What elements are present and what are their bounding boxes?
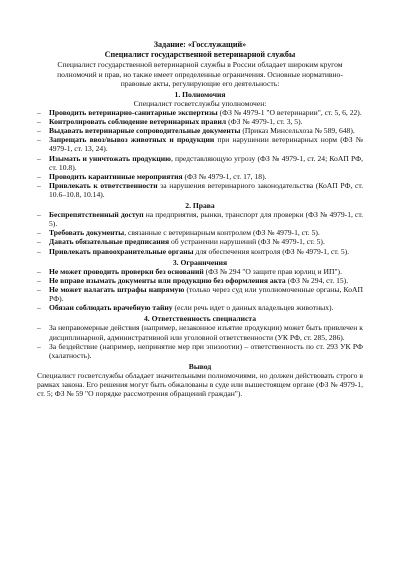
powers-list: [37, 108, 363, 199]
item-text: за нарушения ветеринарного законодательства (КоАП РФ, ст. 10.6–10.8, 10.14).: [49, 180, 364, 199]
item-text: (ФЗ № 4979-1, ст. 3, 5).: [226, 117, 303, 127]
conclusion-paragraph: Специалист госветслужбы обладает значительными полномочиями, но должен действовать строго в рамках закона. Его решения могут быть обжалованы в суде или вышестоящем органе (ФЗ № 4979-1, ст. 5; ФЗ № 59 "О порядке рассмотрения обращений граждан").: [37, 371, 363, 399]
bullet-dash: –: [37, 303, 41, 313]
list-item: [37, 323, 363, 341]
item-bold-text: Проводить ветеринарно-санитарные экспертизы: [49, 107, 218, 117]
item-text: (ФЗ № 294, ст. 15).: [285, 275, 349, 285]
item-text: , представляющую угрозу (ФЗ № 4979-1, ст. 24; КоАП РФ, ст. 10.8).: [49, 153, 363, 172]
list-item: [37, 172, 363, 181]
item-bold-text: Проводить карантинные мероприятия: [49, 171, 183, 181]
list-item: [37, 126, 363, 135]
item-text: За неправомерные действия (например, незаконное изъятие продукции) может быть привлечен к дисциплинарной, административной или уголовной ответственности (УК РФ, ст. 285, 286).: [49, 323, 363, 342]
bullet-dash: –: [37, 323, 41, 333]
liability-list: [37, 323, 363, 359]
list-item: [37, 276, 363, 285]
item-text: (ФЗ № 294 "О защите прав юрлиц и ИП").: [203, 266, 342, 276]
section-title-powers: 1. Полномочия: [174, 89, 226, 99]
list-item: [37, 228, 363, 237]
item-text: За бездействие (например, непринятие мер при эпизоотии) – ответственность по ст. 293 УК РФ (халатность).: [49, 341, 363, 360]
list-item: [37, 303, 363, 312]
bullet-dash: –: [37, 341, 41, 351]
item-bold-text: Изымать и уничтожать продукцию: [49, 153, 171, 163]
section-lead-powers: Специалист госветслужбы уполномочен:: [133, 98, 267, 108]
list-item: [37, 237, 363, 246]
item-bold-text: Обязан соблюдать врачебную тайну: [49, 303, 173, 313]
bullet-dash: –: [37, 228, 41, 238]
bullet-dash: –: [37, 135, 41, 145]
item-text: (ФЗ № 4979-1, ст. 17, 18).: [182, 171, 267, 181]
list-item: [37, 181, 363, 199]
list-item: [37, 210, 363, 228]
item-bold-text: Привлекать к ответственности: [49, 180, 158, 190]
task-title: Задание: «Госслужащий»: [153, 40, 247, 49]
item-bold-text: Привлекать правоохранительные органы: [49, 246, 194, 256]
item-text: (если речь идет о данных владельцев животных).: [172, 303, 334, 313]
item-text: на предприятия, рынки, транспорт для проверки (ФЗ № 4979-1, ст. 5).: [49, 210, 363, 229]
item-text: (только через суд или уполномоченные органы, КоАП РФ).: [49, 285, 363, 304]
list-item: [37, 117, 363, 126]
item-text: (Приказ Минсельхоза № 589, 648).: [240, 126, 355, 136]
section-title-limits: 3. Ограничения: [172, 257, 228, 267]
item-text: об устранении нарушений (ФЗ № 4979-1, ст. 5).: [169, 237, 325, 247]
item-bold-text: Не может проводить проверки без оснований: [49, 266, 204, 276]
bullet-dash: –: [37, 246, 41, 256]
item-text: для обеспечения контроля (ФЗ № 4979-1, ст. 5).: [193, 246, 350, 256]
list-item: [37, 108, 363, 117]
item-bold-text: Выдавать ветеринарные сопроводительные документы: [49, 126, 241, 136]
limits-list: [37, 267, 363, 313]
bullet-dash: –: [37, 171, 41, 181]
bullet-dash: –: [37, 126, 41, 136]
list-item: [37, 154, 363, 172]
bullet-dash: –: [37, 117, 41, 127]
bullet-dash: –: [37, 153, 41, 163]
item-text: (ФЗ № 4979-1 "О ветеринарии", ст. 5, 6, 22).: [217, 107, 362, 117]
item-bold-text: Беспрепятственный доступ: [49, 210, 144, 220]
list-item: [37, 342, 363, 360]
section-title-rights: 2. Права: [185, 201, 215, 211]
list-item: [37, 267, 363, 276]
item-bold-text: Контролировать соблюдение ветеринарных правил: [49, 117, 227, 127]
bullet-dash: –: [37, 237, 41, 247]
list-item: [37, 285, 363, 303]
item-bold-text: Не вправе изымать документы или продукцию без оформления акта: [49, 275, 286, 285]
rights-list: [37, 210, 363, 256]
item-bold-text: Требовать документы: [49, 228, 125, 238]
bullet-dash: –: [37, 210, 41, 220]
list-item: [37, 247, 363, 256]
bullet-dash: –: [37, 285, 41, 295]
bullet-dash: –: [37, 107, 41, 117]
item-bold-text: Запрещать ввоз/вывоз животных и продукции: [49, 135, 215, 145]
item-bold-text: Давать обязательные предписания: [49, 237, 170, 247]
list-item: [37, 135, 363, 153]
bullet-dash: –: [37, 266, 41, 276]
item-bold-text: Не может налагать штрафы напрямую: [49, 285, 185, 295]
section-title-conclusion: Вывод: [188, 361, 212, 371]
bullet-dash: –: [37, 275, 41, 285]
item-text: , связанные с ветеринарным контролем (ФЗ № 4979-1, ст. 5).: [124, 228, 320, 238]
item-text: при нарушении ветеринарных норм (ФЗ № 4979-1, ст. 13, 24).: [49, 135, 363, 154]
section-title-liability: 4. Ответственность специалиста: [143, 314, 256, 324]
document-subtitle: Специалист государственной ветеринарной службы: [104, 49, 296, 59]
intro-paragraph: Специалист государственной ветеринарной службы в России обладает широким кругом полномочий и прав, но также имеет определенные ограничения. Основные нормативно-правовые акты, регулирующие его деятельность:: [57, 60, 343, 88]
bullet-dash: –: [37, 180, 41, 190]
